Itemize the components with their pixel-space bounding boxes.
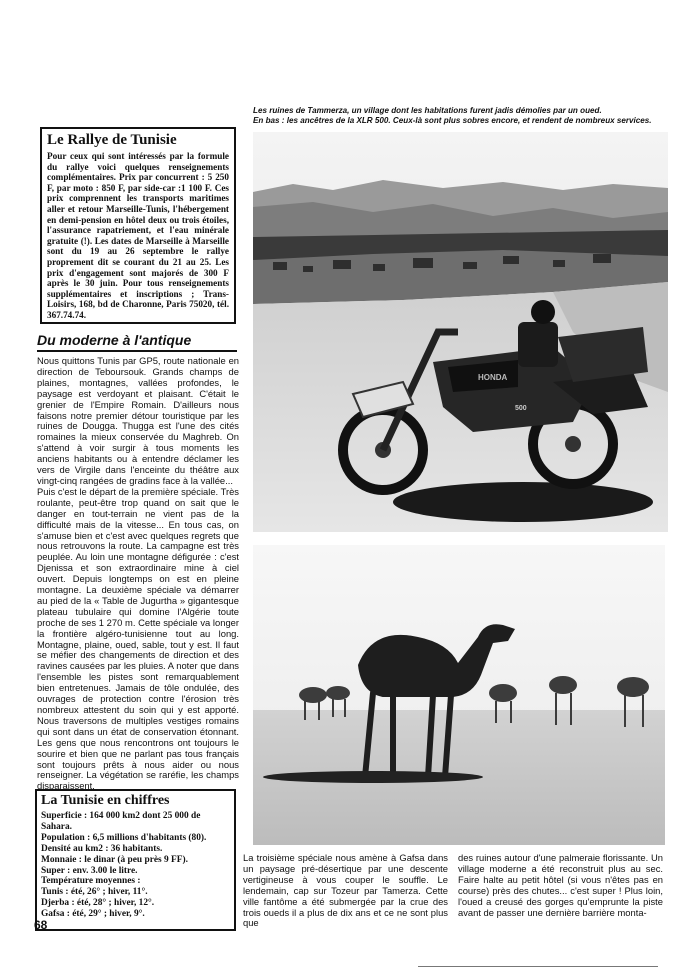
rallye-box-title: Le Rallye de Tunisie (47, 132, 177, 148)
article-middle-column (243, 853, 448, 929)
figure-line: Monnaie : le dinar (à peu près 9 FF). (41, 854, 188, 865)
photo-caption (253, 106, 673, 126)
figure-line: Djerba : été, 28° ; hiver, 12°. (41, 898, 155, 909)
photo-camels-illustration (253, 545, 665, 845)
figure-line: Densité au km2 : 36 habitants. (41, 843, 163, 854)
section-title: Du moderne à l'antique (37, 332, 237, 352)
figure-line: Gafsa : été, 29° ; hiver, 9°. (41, 909, 145, 920)
rallye-box-body: Pour ceux qui sont intéressés par la formule du rallye voici quelques renseignements complémentaires. Prix par concurrent : 5 250 F, par moto : 850 F, par side-car :1 100 F. Ces prix comprennent les transports maritimes aller et retour Marseille-Tunis, l'hébergement en demi-pension en hôtel deux ou trois étoiles, l'assurance rapatriement, et l'eau minérale gratuite (!). Les dates de Marseille à Marseille sont du 19 au 26 septembre le rallye proprement dit se courant du 21 au 25. Les prix d'engagement sont majorés de 300 F après le 30 juin. Pour tous renseignements supplémentaires et inscriptions ; Trans-Loisirs, 168, bd de Charonne, Paris 75020, tél. 367.74.74. (47, 151, 229, 320)
article-paragraph-1: Nous quittons Tunis par GP5, route nationale en direction de Teboursouk. Grands champs de plaines, montagnes, vallées profondes, le paysage est verdoyant et plaisant. C'était le grenier de l'Empire Romain. D'ailleurs nous faisons notre premier détour touristique par les ruines de Dougga. Thugga est l'une des cités romaines la mieux conservée du Maghreb. On s'attend à voir surgir à tous moments les anciens habitants ou à entendre déclamer les vers de Virgile dans l'enceinte du théâtre aux vingt-cinq rangées de gradins face à la vallée... (37, 355, 239, 486)
figures-list (41, 811, 230, 920)
article-paragraph-2: Puis c'est le départ de la première spéciale. Très roulante, peut-être trop quand on sait que le danger en tout-terrain ne vient pas de la difficulté mais de la vitesse... En tous cas, on s'amuse bien et c'est avec quelques regrets que nous retrouvons la route. La campagne est très peuplée. Au loin une montagne défigurée : c'est Djenissa et son extraordinaire mine à ciel ouvert. Depuis longtemps on est en pleine montagne. La deuxième spéciale va démarrer au pied de la « Table de Jugurtha » gigantesque plateau tubulaire qui domine l'Algérie toute proche de ses 1 270 m. Cette spéciale va longer la frontière algéro-tunisienne tout au long. Montagne, plaine, oued, sable, tout y est. Il faut se méfier des changements de direction et des ravines causées par les pluies. A noter que dans l'ensemble les pistes sont remarquablement bien entretenues. Jamais de tôle ondulée, des ouvrages de protection contre l'érosion très nombreux attestent du soin qui y est apporté. Nous traversons de multiples vestiges romains qui sont dans un état de conservation étonnant. Les gens que nous rencontrons ont toujours le sourire et bien que ne parlant pas tous français sont toujours prêts à nous aider ou nous renseigner. La végétation se raréfie, les champs disparaissent. (37, 485, 239, 792)
photo-tamerza-motorcycle-illustration (253, 132, 668, 532)
figure-line: Super : env. 3.00 le litre. (41, 865, 138, 876)
photo-camels (253, 545, 665, 845)
caption-line-1: Les ruines de Tammerza, un village dont les habitations furent jadis démolies par un oued. (253, 106, 602, 115)
article-left-column (37, 356, 239, 792)
figure-line: Superficie : 164 000 km2 dont 25 000 de Sahara. (41, 811, 201, 832)
rallye-info-box (40, 127, 236, 324)
photo-tamerza-motorcycle (253, 132, 668, 532)
page-number: 68 (34, 918, 48, 932)
footer-rule (418, 966, 658, 967)
figure-line: Population : 6,5 millions d'habitants (80). (41, 832, 207, 843)
article-right-column (458, 853, 663, 918)
bike-brand-label: HONDA (478, 373, 508, 382)
figures-box-title: La Tunisie en chiffres (41, 793, 170, 808)
figure-line: Température moyennes : (41, 876, 141, 887)
article-right-text: des ruines autour d'une palmeraie florissante. Un village moderne a été reconstruit plus au sec. Faire halte au petit hôtel (si vous n'êtes pas en course) près des chutes... c'est super ! Plus loin, l'oued a creusé des gorges qu'emprunte la piste avant de passer une dernière barrière monta- (458, 852, 663, 918)
figure-line: Tunis : été, 26° ; hiver, 11°. (41, 887, 148, 898)
tunisia-figures-box (35, 789, 236, 931)
caption-line-2: En bas : les ancêtres de la XLR 500. Ceux-là sont plus sobres encore, et rendent de nombreux services. (253, 116, 652, 125)
bike-model-label: 500 (515, 405, 527, 412)
article-middle-text: La troisième spéciale nous amène à Gafsa dans un paysage pré-désertique par une descente vertigineuse à vous couper le souffle. Le lendemain, cap sur Tozeur par Tamerza. Cette ville fantôme a été submergée par la crue des trois oueds il a plus de dix ans et ce ne sont plus que (243, 852, 448, 929)
